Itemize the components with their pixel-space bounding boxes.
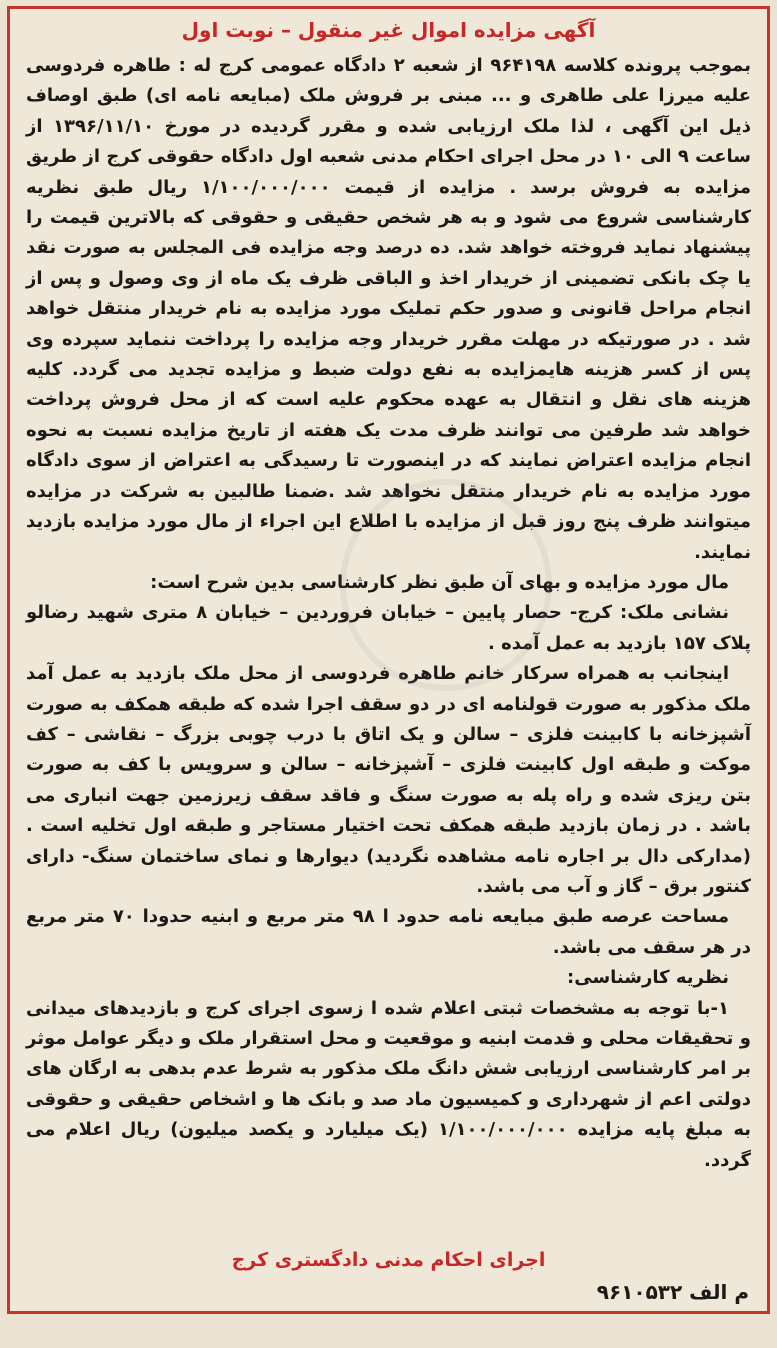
paragraph-inspection: اینجانب به همراه سرکار خانم طاهره فردوسی از محل ملک بازدید به عمل آمد ملک مذکور به صورت قولنامه ای در دو سقف اجرا شده که طبقه همکف به صورت آشپزخانه با کابینت فلزی – سالن و یک اتاق با درب چوبی بزرگ – نقاشی – کف موکت و طبقه اول کابینت فلزی – آشپزخانه – سالن و سرویس با کف به صورت بتن ریزی شده و راه پله به صورت سنگ و فاقد سقف زیرزمین جهت انباری می باشد . در زمان بازدید طبقه همکف تحت اختیار مستاجر و طبقه اول تخلیه است . (مدارکی دال بر اجاره نامه مشاهده نگردید) دیوارها و نمای ساختمان سنگ- دارای کنتور برق – گاز و آب می باشد. (26, 663, 751, 897)
notice-body (26, 51, 751, 1176)
paragraph-expert-opinion: ۱-با توجه به مشخصات ثبتی اعلام شده ا زسوی اجرای کرج و بازدیدهای میدانی و تحقیقات محلی و قدمت ابنیه و موقعیت و محل استقرار ملک و دیگر عوامل موثر بر امر کارشناسی ارزیابی شش دانگ ملک مذکور به شرط عدم بدهی به ارگان های دولتی اعم از شهرداری و کمیسیون ماد صد و بانک ها و اشخاص حقیقی و حقوقی به مبلغ پایه مزایده ۱/۱۰۰/۰۰۰/۰۰۰ (یک میلیارد و یکصد میلیون) ریال اعلام می گردد. (26, 997, 751, 1171)
paragraph-area: مساحت عرصه طبق مبایعه نامه حدود ا ۹۸ متر مربع و ابنیه حدودا ۷۰ متر مربع در هر سقف می باشد. (26, 906, 751, 958)
paragraph-property-intro: مال مورد مزایده و بهای آن طبق نظر کارشناسی بدین شرح است: (150, 571, 729, 593)
notice-frame (7, 6, 770, 1314)
notice-title: آگهی مزایده اموال غیر منقول – نوبت اول (181, 18, 596, 42)
paragraph-address: نشانی ملک: کرج- حصار پایین – خیابان فروردین – خیابان ۸ متری شهید رضالو پلاک ۱۵۷ بازدید به عمل آمده . (26, 602, 751, 654)
issuer-signature: اجرای احکام مدنی دادگستری کرج (231, 1249, 546, 1271)
paragraph-main: بموجب پرونده کلاسه ۹۶۴۱۹۸ از شعبه ۲ دادگاه عمومی کرج له : طاهره فردوسی علیه میرزا علی طاهری و ... مبنی بر فروش ملک (مبایعه نامه ای) طبق اوصاف ذیل این آگهی ، لذا ملک ارزیابی شده و مقرر گردیده در مورخ ۱۳۹۶/۱۱/۱۰ از ساعت ۹ الی ۱۰ در محل اجرای احکام مدنی شعبه اول دادگاه حقوقی کرج از طریق مزایده به فروش برسد . مزایده از قیمت ۱/۱۰۰/۰۰۰/۰۰۰ ریال طبق نظریه کارشناسی شروع می شود و به هر شخص حقیقی و حقوقی که بالاترین قیمت را پیشنهاد نماید فروخته خواهد شد. ده درصد وجه مزایده فی المجلس به صورت نقد یا چک بانکی تضمینی از خریدار اخذ و الباقی ظرف یک ماه از وی وصول و پس از انجام مراحل قانونی و صدور حکم تملیک مورد مزایده به نام خریدار منتقل خواهد شد . در صورتیکه در مهلت مقرر خریدار وجه مزایده را پرداخت ننماید سپرده وی پس از کسر هزینه هایمزایده به نفع دولت ضبط و مزایده تجدید می گردد. کلیه هزینه های نقل و انتقال به عهده محکوم علیه است که از محل فروش پرداخت خواهد شد طرفین می توانند ظرف مدت یک هفته از تاریخ مزایده نسبت به نحوه انجام مزایده اعتراض نمایند که در اینصورت تا رسیدگی به اعتراض از سوی دادگاه مورد مزایده به نام خریدار منتقل نخواهد شد .ضمنا طالبین به شرکت در مزایده میتوانند ظرف پنج روز قبل از مزایده با اطلاع این اجراء از مال مورد مزایده بازدید نمایند. (26, 55, 751, 563)
paragraph-expert-heading: نظریه کارشناسی: (567, 967, 729, 989)
notice-code: م الف ۹۶۱۰۵۳۲ (596, 1280, 749, 1304)
